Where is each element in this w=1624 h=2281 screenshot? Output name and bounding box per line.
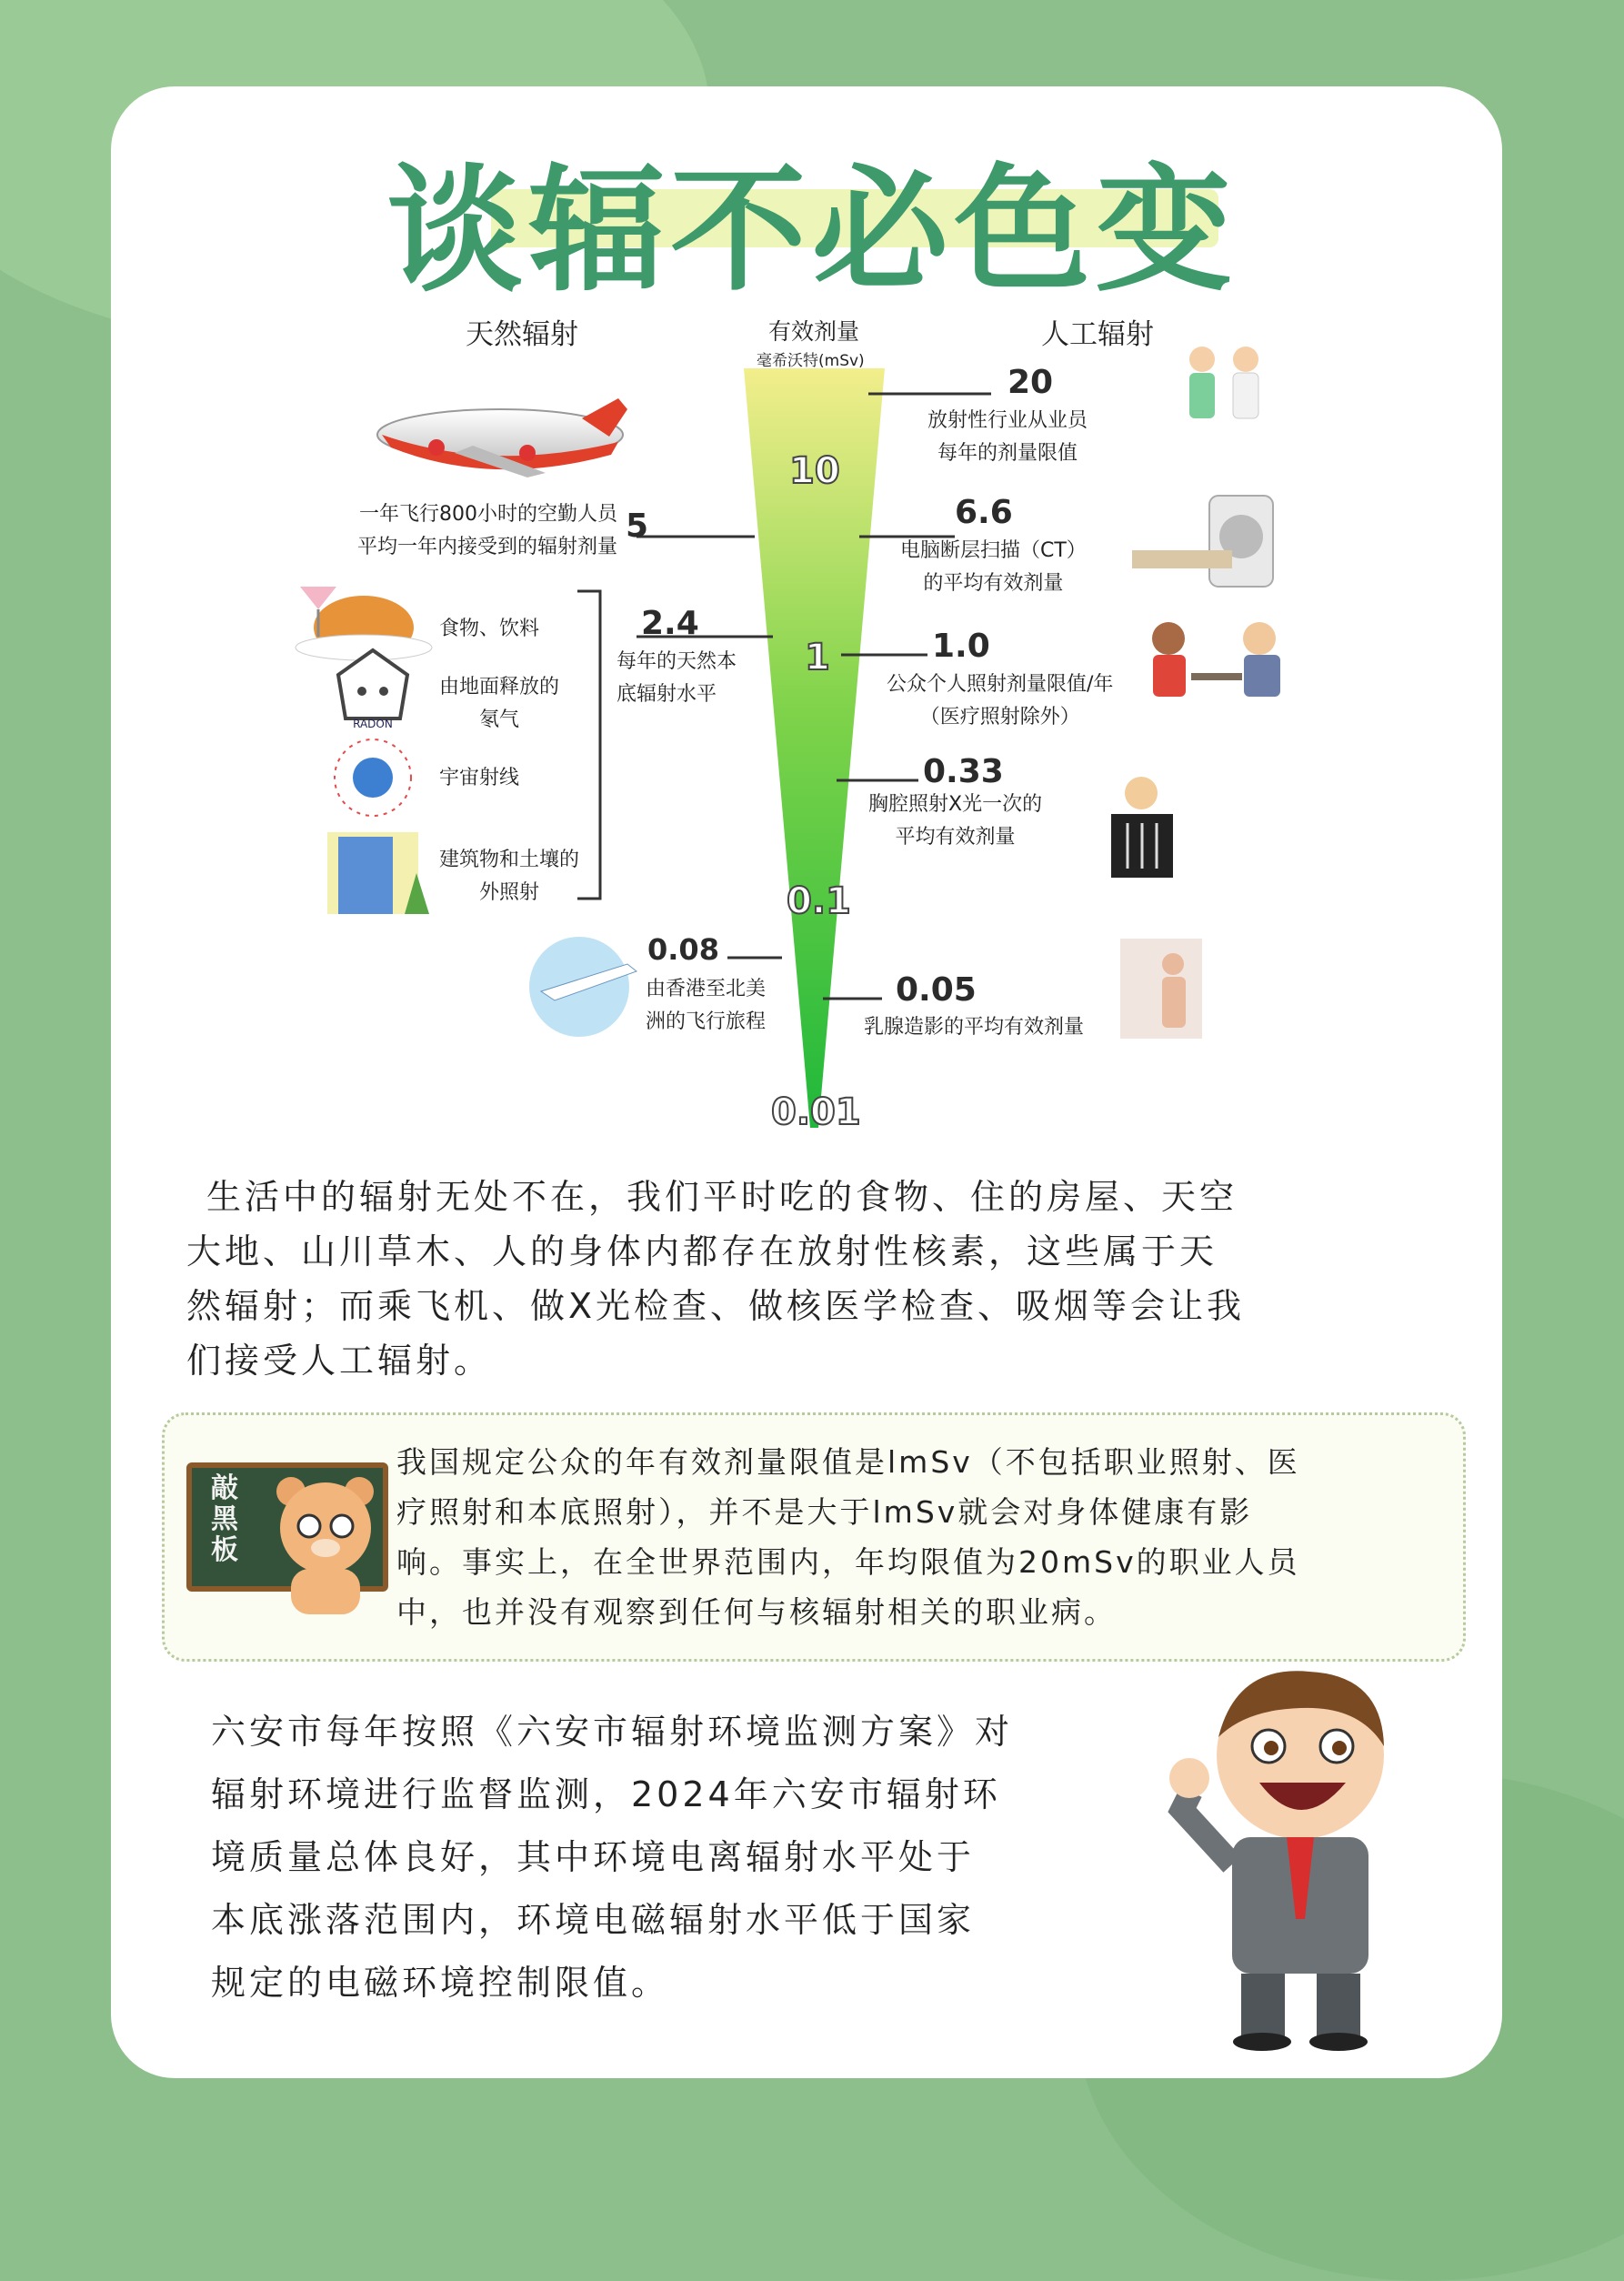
dose-value: 0.08 (647, 932, 719, 967)
airplane-icon (377, 398, 627, 477)
small-plane-icon (529, 937, 637, 1037)
dose-label: 公众个人照射剂量限值/年 （医疗照射除外） (887, 673, 1114, 729)
radon-icon (338, 650, 407, 718)
dose-unit: 毫希沃特(mSv) (757, 352, 865, 370)
source-label: 建筑物和土壤的 外照射 (439, 849, 580, 904)
dose-value: 1.0 (932, 628, 990, 665)
dose-label: 胸腔照射X光一次的 平均有效剂量 (868, 793, 1043, 849)
axis-value: 10 (789, 450, 840, 492)
dose-label: 放射性行业从业员 每年的剂量限值 (927, 409, 1088, 465)
xray-icon (1111, 777, 1173, 878)
page-title: 谈辐不必色变 (386, 152, 1238, 310)
intro-paragraph: 生活中的辐射无处不在，我们平时吃的食物、住的房屋、天空 大地、山川草木、人的身体内都存在放射性核素，这些属于天 然辐射；而乘飞机、做X光检查、做核医学检查、吸烟等会让我 们接受人工辐射。 (186, 1177, 1246, 1381)
medical-workers-icon (1189, 347, 1258, 418)
dose-label: 电脑断层扫描（CT） 的平均有效剂量 (900, 539, 1087, 595)
mammography-icon (1120, 939, 1202, 1039)
dose-value: 6.6 (955, 494, 1013, 531)
axis-value: 1 (805, 637, 830, 678)
dose-value: 5 (626, 507, 649, 545)
natural-bracket (577, 591, 600, 899)
people-table-icon (1152, 622, 1280, 697)
dose-value: 0.33 (923, 753, 1004, 790)
bear-icon (264, 1473, 391, 1619)
axis-value: 0.01 (771, 1091, 861, 1133)
dose-value: 20 (1007, 364, 1054, 401)
ct-scanner-icon (1132, 496, 1273, 587)
dose-value: 2.4 (641, 605, 699, 642)
source-label: 食物、饮料 (439, 618, 540, 640)
natural-radiation-header: 天然辐射 (466, 318, 578, 351)
monitoring-paragraph: 六安市每年按照《六安市辐射环境监测方案》对 辐射环境进行监督监测，2024年六安市辐射环 境质量总体良好，其中环境电离辐射水平处于 本底涨落范围内，环境电磁辐射水平低于国家 规定的电磁环境控制限值。 (211, 1712, 1014, 2003)
cosmic-rays-icon (335, 739, 411, 816)
source-label: 宇宙射线 (439, 767, 520, 789)
radon-label: RADON (353, 718, 393, 730)
effective-dose-header: 有效剂量 (768, 318, 860, 345)
building-icon (327, 832, 429, 914)
axis-value: 0.1 (787, 880, 851, 922)
food-icon (296, 587, 432, 660)
blackboard-text: 敲 黑 板 (211, 1472, 238, 1566)
dose-label: 由香港至北美 洲的飞行旅程 (646, 978, 767, 1033)
dose-label: 一年飞行800小时的空勤人员 平均一年内接受到的辐射剂量 (357, 503, 618, 558)
businessman-icon (1155, 1655, 1428, 2055)
dose-label: 每年的天然本 底辐射水平 (617, 650, 737, 706)
dose-value: 0.05 (896, 971, 977, 1009)
source-label: 由地面释放的 氡气 (439, 676, 560, 731)
dose-label: 乳腺造影的平均有效剂量 (864, 1016, 1085, 1039)
note-text: 我国规定公众的年有效剂量限值是lmSv（不包括职业照射、医 疗照射和本底照射），并不是大于lmSv就会对身体健康有影 响。事实上，在全世界范围内，年均限值为20mSv的职业人员 中，也并没有观察到任何与核辐射相关的职业病。 (396, 1444, 1300, 1630)
artificial-radiation-header: 人工辐射 (1041, 318, 1154, 351)
